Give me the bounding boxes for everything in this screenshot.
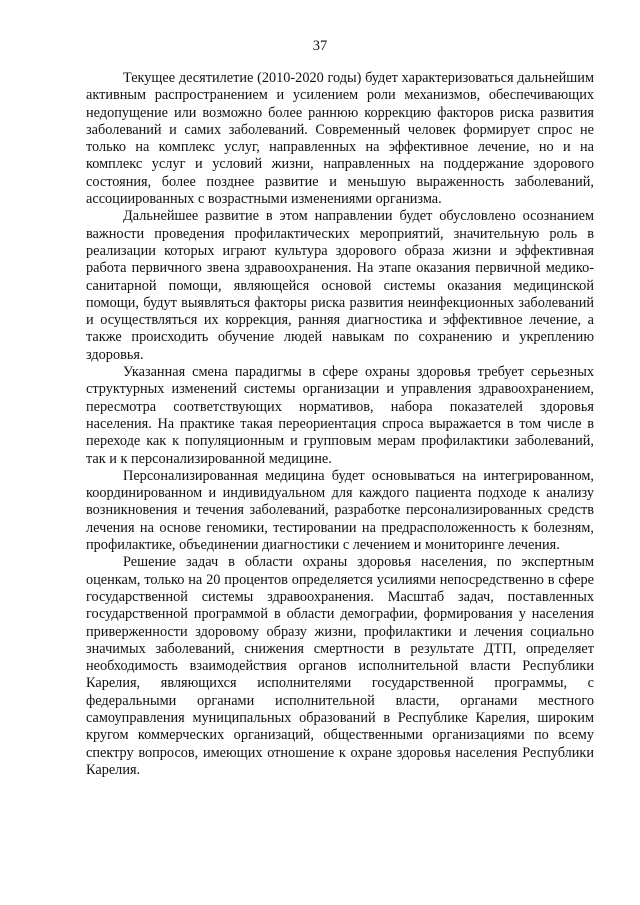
document-body	[86, 70, 594, 779]
paragraph-1: Текущее десятилетие (2010-2020 годы) будет характеризоваться дальнейшим активным распространением и усилением роли механизмов, обеспечивающих недопущение или возможно более раннюю коррекцию факторов риска развития заболеваний и самих заболеваний. Современный человек формирует спрос не только на комплекс услуг, направленных на эффективное лечение, но и на комплекс услуг и условий жизни, направленных на поддержание здорового состояния, более позднее развитие и меньшую выраженность заболеваний, ассоциированных с возрастными изменениями организма.	[86, 70, 594, 208]
paragraph-3: Указанная смена парадигмы в сфере охраны здоровья требует серьезных структурных изменений системы организации и управления здравоохранением, пересмотра соответствующих нормативов, набора показателей здоровья населения. На практике такая переориентация спроса выражается в том числе в переходе как к популяционным и групповым мерам профилактики заболеваний, так и к персонализированной медицине.	[86, 364, 594, 467]
paragraph-2: Дальнейшее развитие в этом направлении будет обусловлено осознанием важности проведения профилактических мероприятий, значительную роль в реализации которых играют культура здорового образа жизни и эффективная работа первичного звена здравоохранения. На этапе оказания первичной медико-санитарной помощи, являющейся основой системы оказания медицинской помощи, будут выявляться факторы риска развития неинфекционных заболеваний и осуществляться их коррекция, ранняя диагностика и эффективное лечение, а также происходить обучение людей навыкам по сохранению и укреплению здоровья.	[86, 208, 594, 363]
paragraph-4: Персонализированная медицина будет основываться на интегрированном, координированном и индивидуальном для каждого пациента подходе к анализу возникновения и течения заболеваний, разработке персонализированных средств лечения на основе геномики, тестировании на предрасположенность к болезням, профилактике, объединении диагностики с лечением и мониторинге лечения.	[86, 467, 594, 554]
paragraph-5: Решение задач в области охраны здоровья населения, по экспертным оценкам, только на 20 процентов определяется усилиями непосредственно в сфере государственной системы здравоохранения. Масштаб задач, поставленных государственной программой в области демографии, формирования у населения приверженности здоровому образу жизни, профилактики и лечения социально значимых заболеваний, снижения смертности в результате ДТП, определяет необходимость взаимодействия органов исполнительной власти Республики Карелия, являющихся исполнителями государственной программы, с федеральными органами исполнительной власти, органами местного самоуправления муниципальных образований в Республике Карелия, широким кругом коммерческих организаций, общественными организациями по всему спектру вопросов, имеющих отношение к охране здоровья населения Республики Карелия.	[86, 554, 594, 778]
page-number: 37	[312, 38, 328, 54]
